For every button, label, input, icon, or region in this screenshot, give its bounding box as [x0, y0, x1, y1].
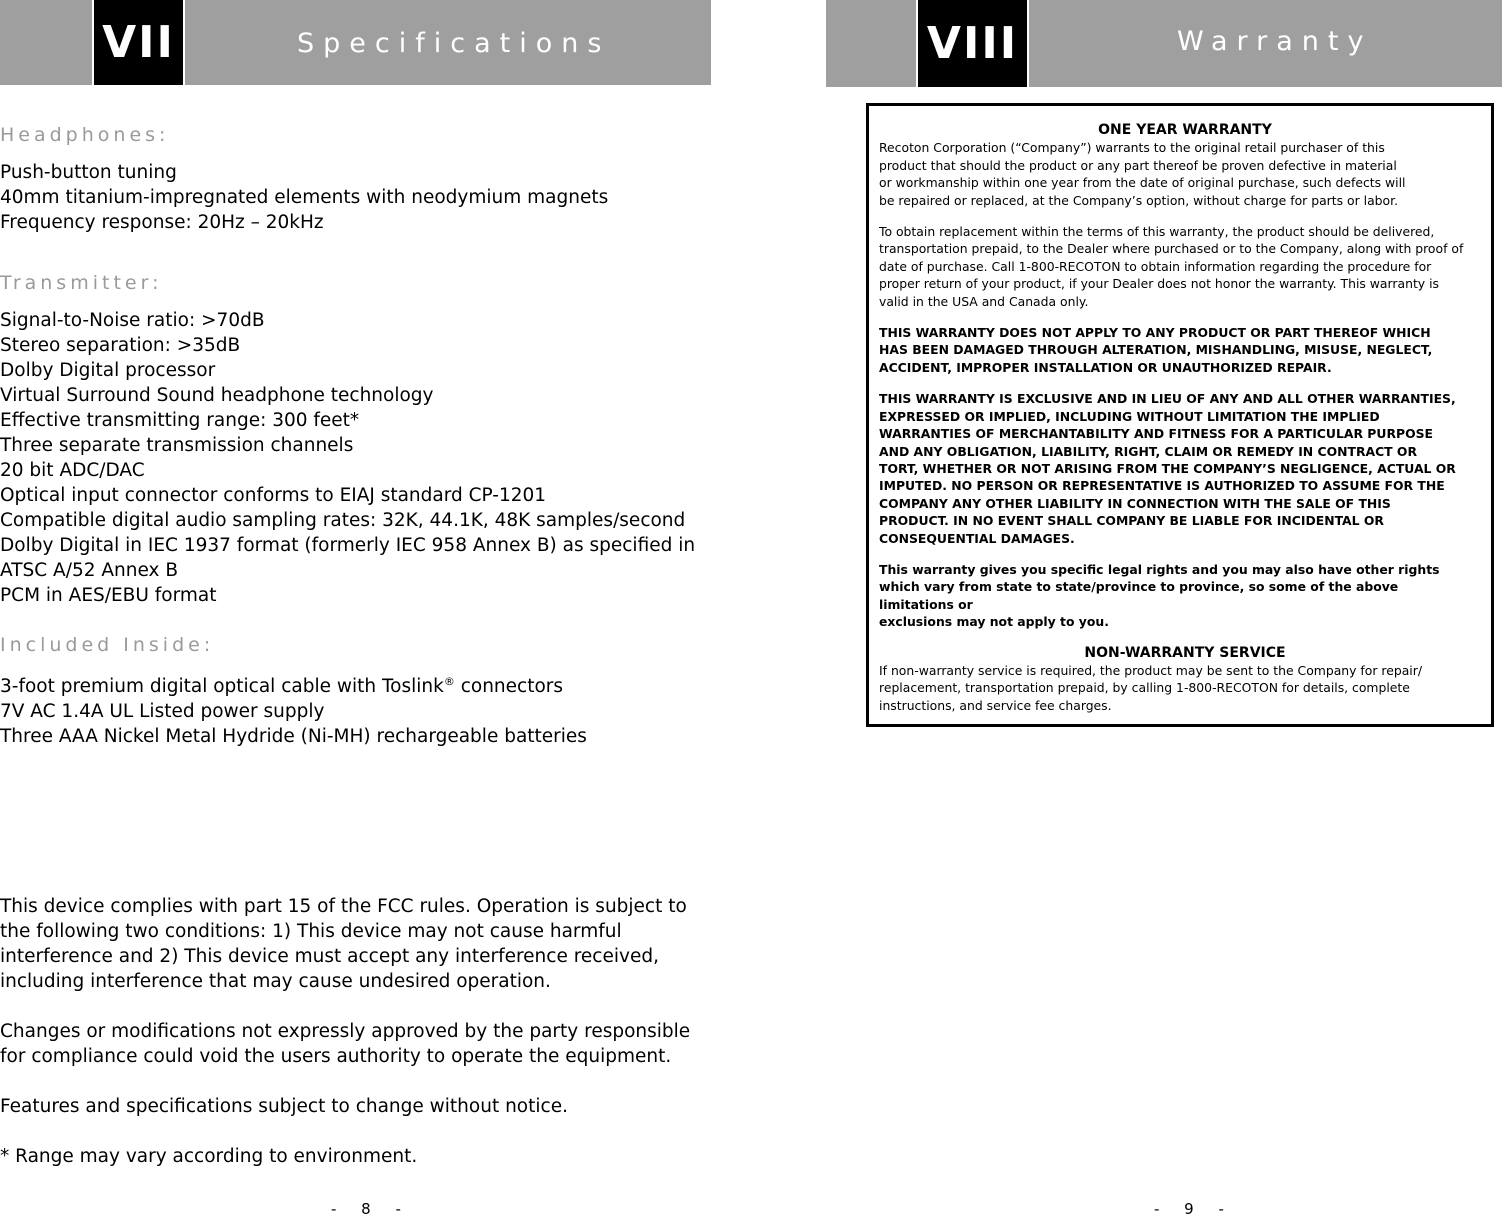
changes-notice: [0, 1019, 690, 1069]
text-line: for compliance could void the users authority to operate the equipment.: [0, 1046, 672, 1067]
text-line: WARRANTIES OF MERCHANTABILITY AND FITNESS FOR A PARTICULAR PURPOSE: [879, 426, 1433, 442]
specs-change-notice: Features and specifications subject to change without notice.: [0, 1096, 568, 1117]
text-line: replacement, transportation prepaid, by calling 1-800-RECOTON for details, complete: [879, 680, 1410, 696]
spec-line: Frequency response: 20Hz – 20kHz: [0, 212, 324, 233]
page-number: - 9 -: [1154, 1200, 1234, 1218]
text-line: This warranty gives you specific legal rights and you may also have other rights: [879, 561, 1440, 577]
text-line: product that should the product or any part thereof be proven defective in material: [879, 157, 1397, 173]
text-line: HAS BEEN DAMAGED THROUGH ALTERATION, MISHANDLING, MISUSE, NEGLECT,: [879, 342, 1433, 358]
warranty-paragraph: [879, 139, 1491, 209]
warranty-title: ONE YEAR WARRANTY: [1098, 122, 1272, 138]
text-line: COMPANY ANY OTHER LIABILITY IN CONNECTION WITH THE SALE OF THIS: [879, 495, 1391, 511]
section-heading-included: Included Inside:: [0, 634, 215, 656]
included-items: [0, 669, 587, 749]
warranty-box: [866, 103, 1494, 727]
text-line: To obtain replacement within the terms of this warranty, the product should be delivered,: [879, 224, 1435, 240]
text-line: This device complies with part 15 of the FCC rules. Operation is subject to: [0, 896, 687, 917]
spec-line: 40mm titanium-impregnated elements with neodymium magnets: [0, 187, 609, 208]
text-line: interference and 2) This device must accept any interference received,: [0, 946, 659, 967]
chapter-number: VIII: [916, 0, 1029, 87]
warranty-paragraph: [879, 662, 1491, 714]
spec-line: Effective transmitting range: 300 feet*: [0, 410, 360, 431]
transmitter-specs: [0, 308, 695, 608]
headphones-specs: [0, 160, 608, 235]
chapter-number: VII: [92, 0, 185, 85]
section-heading-transmitter: Transmitter:: [0, 272, 163, 294]
spec-line: Optical input connector conforms to EIAJ standard CP-1201: [0, 485, 547, 506]
text-line: transportation prepaid, to the Dealer where purchased or to the Company, along with proof of: [879, 241, 1464, 257]
spec-line: 20 bit ADC/DAC: [0, 460, 145, 481]
text: 3-foot premium digital optical cable with Toslink: [0, 676, 444, 698]
range-footnote: * Range may vary according to environment.: [0, 1146, 418, 1167]
text-line: TORT, WHETHER OR NOT ARISING FROM THE COMPANY’S NEGLIGENCE, ACTUAL OR: [879, 460, 1456, 476]
warranty-paragraph: [879, 561, 1491, 631]
spec-line: Virtual Surround Sound headphone technology: [0, 385, 434, 406]
text-line: the following two conditions: 1) This device may not cause harmful: [0, 921, 622, 942]
spec-line: 7V AC 1.4A UL Listed power supply: [0, 701, 325, 723]
spec-line: Three AAA Nickel Metal Hydride (Ni-MH) rechargeable batteries: [0, 726, 587, 748]
text: connectors: [454, 676, 564, 698]
warranty-paragraph: [879, 324, 1491, 376]
fcc-notice: [0, 894, 687, 994]
spec-line: [0, 669, 587, 699]
text-line: ACCIDENT, IMPROPER INSTALLATION OR UNAUTHORIZED REPAIR.: [879, 359, 1332, 375]
spec-line: ATSC A/52 Annex B: [0, 560, 179, 581]
text-line: AND ANY OBLIGATION, LIABILITY, RIGHT, CLAIM OR REMEDY IN CONTRACT OR: [879, 443, 1418, 459]
chapter-title: Warranty: [1177, 26, 1373, 57]
text-line: THIS WARRANTY IS EXCLUSIVE AND IN LIEU OF ANY AND ALL OTHER WARRANTIES,: [879, 391, 1456, 407]
warranty-paragraph: [879, 390, 1491, 547]
text-line: PRODUCT. IN NO EVENT SHALL COMPANY BE LIABLE FOR INCIDENTAL OR: [879, 513, 1384, 529]
spec-line: Dolby Digital processor: [0, 360, 216, 381]
page-number: - 8 -: [331, 1200, 411, 1218]
spec-line: Signal-to-Noise ratio: >70dB: [0, 310, 265, 331]
text-line: THIS WARRANTY DOES NOT APPLY TO ANY PRODUCT OR PART THEREOF WHICH: [879, 325, 1431, 341]
text-line: Changes or modifications not expressly approved by the party responsible: [0, 1021, 691, 1042]
text-line: CONSEQUENTIAL DAMAGES.: [879, 530, 1075, 546]
text-line: exclusions may not apply to you.: [879, 614, 1109, 630]
registered-mark: ®: [443, 675, 455, 688]
text-line: If non-warranty service is required, the product may be sent to the Company for repair/: [879, 662, 1423, 678]
text-line: limitations or: [879, 596, 973, 612]
text-line: which vary from state to state/province to province, so some of the above: [879, 579, 1399, 595]
warranty-paragraph: [879, 223, 1491, 310]
text-line: valid in the USA and Canada only.: [879, 293, 1089, 309]
spec-line: Compatible digital audio sampling rates: 32K, 44.1K, 48K samples/second: [0, 510, 686, 531]
spec-line: PCM in AES/EBU format: [0, 585, 217, 606]
spec-line: Stereo separation: >35dB: [0, 335, 241, 356]
text-line: be repaired or replaced, at the Company’s option, without charge for parts or labor.: [879, 192, 1399, 208]
text-line: EXPRESSED OR IMPLIED, INCLUDING WITHOUT LIMITATION THE IMPLIED: [879, 408, 1380, 424]
non-warranty-title: NON-WARRANTY SERVICE: [1084, 644, 1286, 661]
text-line: date of purchase. Call 1-800-RECOTON to obtain information regarding the procedure for: [879, 258, 1432, 274]
section-heading-headphones: Headphones:: [0, 124, 170, 146]
chapter-title: Specifications: [297, 28, 611, 59]
spec-line: Dolby Digital in IEC 1937 format (formerly IEC 958 Annex B) as specified in: [0, 535, 696, 556]
text-line: including interference that may cause undesired operation.: [0, 971, 551, 992]
text-line: IMPUTED. NO PERSON OR REPRESENTATIVE IS AUTHORIZED TO ASSUME FOR THE: [879, 478, 1445, 494]
text-line: or workmanship within one year from the date of original purchase, such defects will: [879, 175, 1406, 191]
text-line: proper return of your product, if your Dealer does not honor the warranty. This warranty is: [879, 276, 1439, 292]
text-line: Recoton Corporation (“Company”) warrants to the original retail purchaser of this: [879, 140, 1385, 156]
spec-line: Three separate transmission channels: [0, 435, 354, 456]
text-line: instructions, and service fee charges.: [879, 697, 1112, 713]
spec-line: Push-button tuning: [0, 162, 177, 183]
